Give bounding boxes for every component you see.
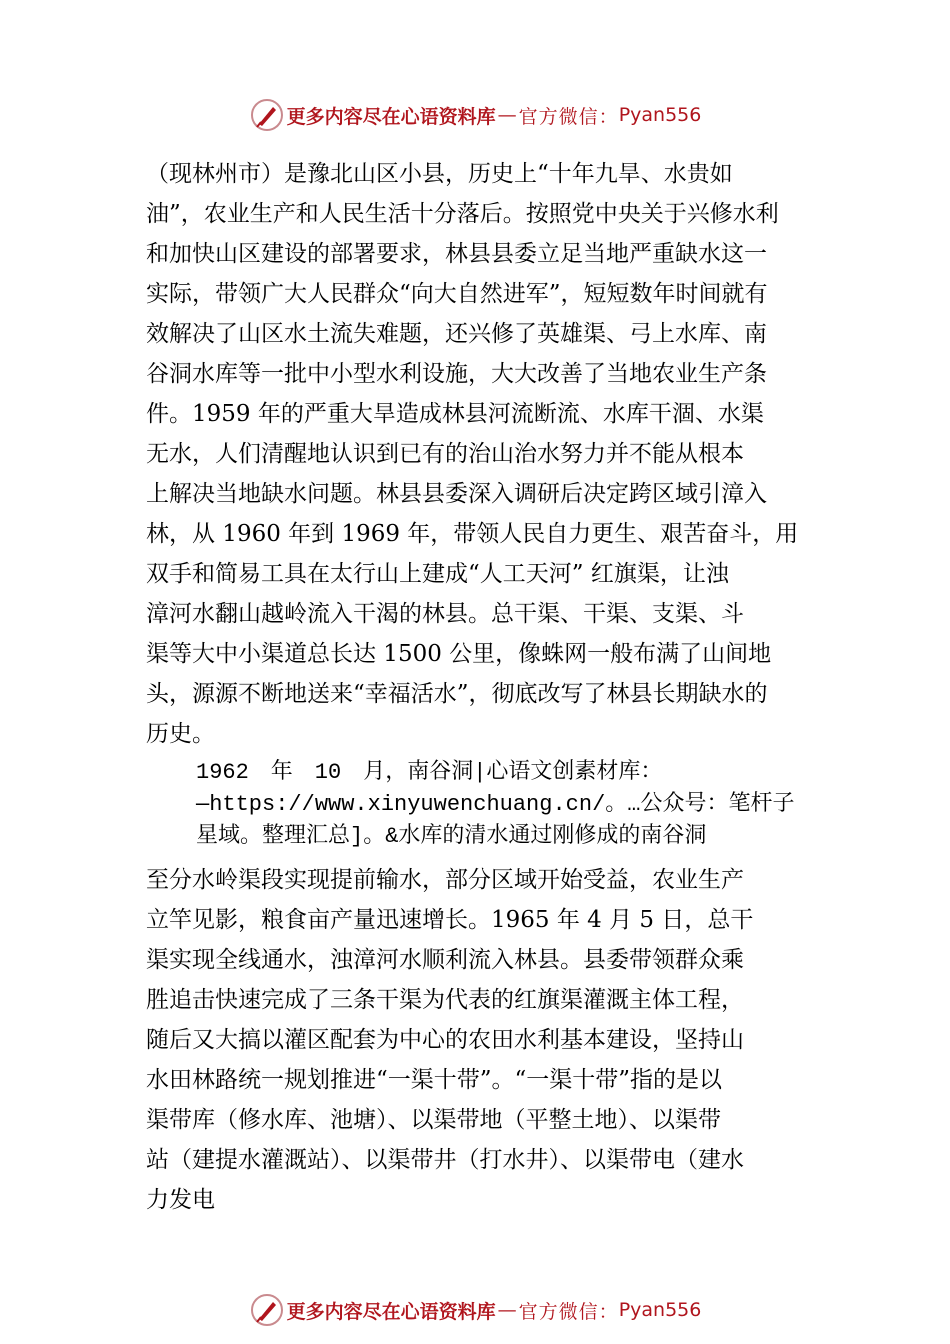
text-line: 至分水岭渠段实现提前输水，部分区域开始受益，农业生产: [146, 867, 744, 893]
text-line: 林，从 1960 年到 1969 年，带领人民自力更生、艰苦奋斗，用: [146, 521, 799, 547]
quill-logo-icon: [249, 97, 285, 133]
footer-account-id: Pyan556: [618, 1299, 702, 1321]
text-line: 随后又大搞以灌区配套为中心的农田水利基本建设，坚持山: [146, 1027, 744, 1053]
text-line: 无水，人们清醒地认识到已有的治山治水努力并不能从根本: [146, 441, 744, 467]
text-line: 水田林路统一规划推进“一渠十带”。“一渠十带”指的是以: [146, 1067, 723, 1093]
text-line: （现林州市）是豫北山区小县，历史上“十年九旱、水贵如: [146, 161, 733, 187]
text-line: 头，源源不断地送来“幸福活水”，彻底改写了林县长期缺水的: [146, 681, 768, 707]
quote-line: 星域。整理汇总]。&水库的清水通过刚修成的南谷洞: [196, 824, 707, 849]
text-line: 和加快山区建设的部署要求，林县县委立足当地严重缺水这一: [146, 241, 767, 267]
text-line: 渠实现全线通水，浊漳河水顺利流入林县。县委带领群众乘: [146, 947, 744, 973]
text-line: 力发电: [146, 1187, 215, 1213]
text-line: 谷洞水库等一批中小型水利设施，大大改善了当地农业生产条: [146, 361, 767, 387]
footer-official-label: 官方微信：: [518, 1300, 619, 1323]
text-line: 效解决了山区水土流失难题，还兴修了英雄渠、弓上水库、南: [146, 321, 767, 347]
text-line: 油”，农业生产和人民生活十分落后。按照党中央关于兴修水利: [146, 201, 779, 227]
footer-separator: —: [497, 1299, 517, 1321]
header-official-label: 官方微信：: [518, 105, 619, 128]
quote-line: 1962 年 10 月，南谷洞|心语文创素材库：: [196, 760, 663, 785]
body-paragraph-1: [146, 154, 826, 754]
body-paragraph-2: [146, 860, 826, 1220]
text-line: 实际，带领广大人民群众“向大自然进军”，短短数年时间就有: [146, 281, 768, 307]
text-line: 渠带库（修水库、池塘）、以渠带地（平整土地）、以渠带: [146, 1107, 721, 1133]
text-line: 上解决当地缺水问题。林县县委深入调研后决定跨区域引漳入: [146, 481, 767, 507]
footer-brand-text: 更多内容尽在心语资料库: [286, 1300, 496, 1323]
header-separator: —: [497, 104, 517, 126]
indented-watermark-block: [196, 757, 846, 853]
text-line: 渠等大中小渠道总长达 1500 公里，像蛛网一般布满了山间地: [146, 641, 772, 667]
quote-line: —https://www.xinyuwenchuang.cn/。…公众号：笔杆子: [196, 792, 795, 817]
footer-banner: [0, 1290, 950, 1330]
header-account-id: Pyan556: [618, 104, 702, 126]
quill-logo-icon: [249, 1292, 285, 1328]
text-line: 双手和简易工具在太行山上建成“人工天河” 红旗渠，让浊: [146, 561, 729, 587]
header-banner: [0, 95, 950, 135]
text-line: 胜追击快速完成了三条干渠为代表的红旗渠灌溉主体工程，: [146, 987, 744, 1013]
header-brand-text: 更多内容尽在心语资料库: [286, 105, 496, 128]
text-line: 历史。: [146, 721, 215, 747]
text-line: 漳河水翻山越岭流入干渴的林县。总干渠、干渠、支渠、斗: [146, 601, 744, 627]
text-line: 立竿见影，粮食亩产量迅速增长。1965 年 4 月 5 日，总干: [146, 907, 754, 933]
text-line: 件。1959 年的严重大旱造成林县河流断流、水库干涸、水渠: [146, 401, 764, 427]
text-line: 站（建提水灌溉站）、以渠带井（打水井）、以渠带电（建水: [146, 1147, 744, 1173]
